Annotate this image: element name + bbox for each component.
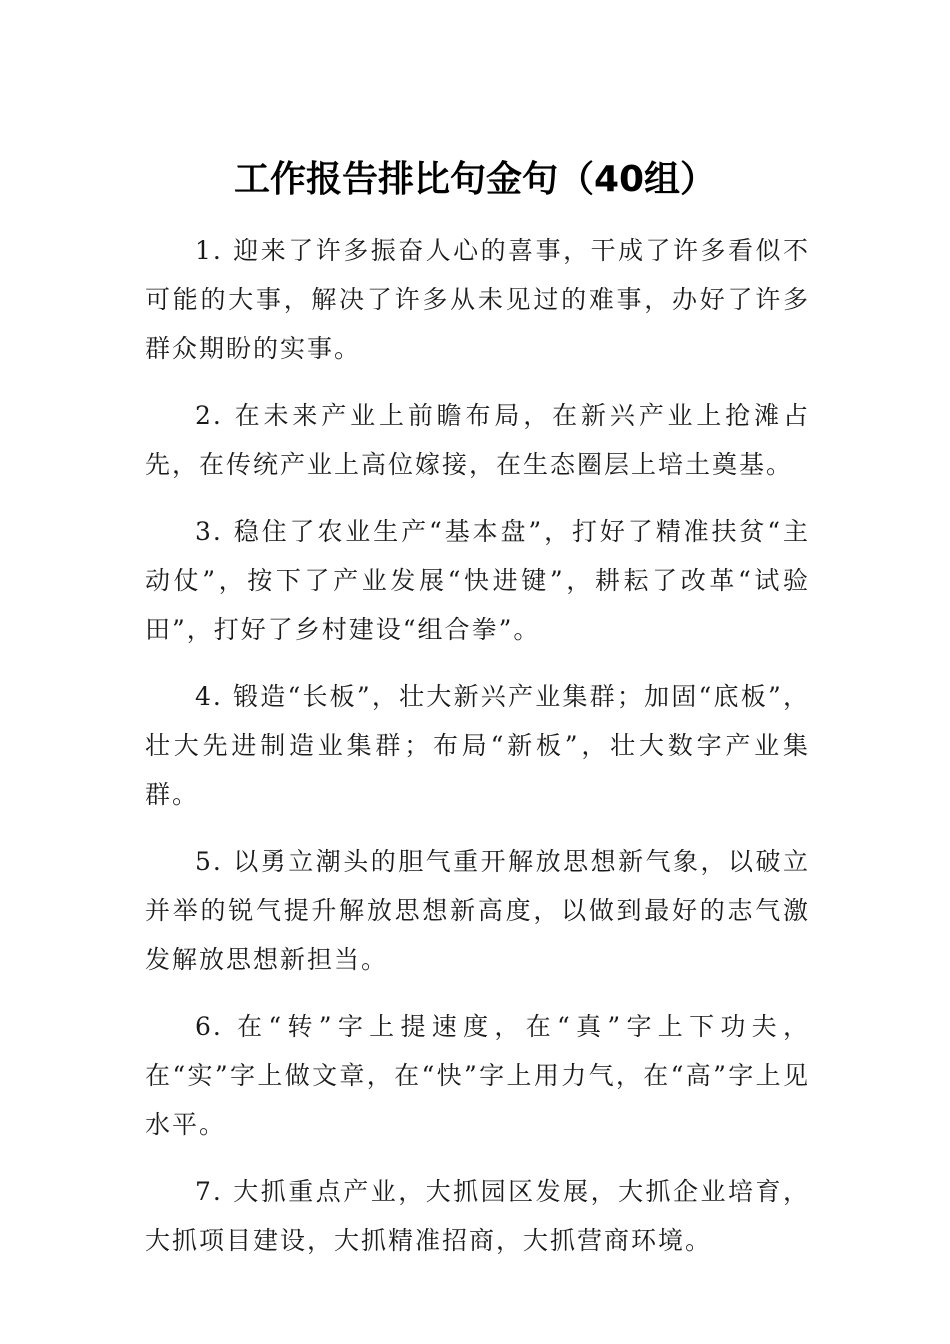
paragraph-3: 3. 稳住了农业生产“基本盘”，打好了精准扶贫“主动仗”，按下了产业发展“快进键”，耕耘了改革“试验田”，打好了乡村建设“组合拳”。 [145, 517, 810, 644]
paragraph-5: 5. 以勇立潮头的胆气重开解放思想新气象，以破立并举的锐气提升解放思想新高度，以做到最好的志气激发解放思想新担当。 [145, 847, 810, 974]
paragraph-6: 6. 在“转”字上提速度，在“真”字上下功夫，在“实”字上做文章，在“快”字上用力气，在“高”字上见水平。 [145, 1012, 810, 1139]
paragraph-4: 4. 锻造“长板”，壮大新兴产业集群；加固“底板”，壮大先进制造业集群；布局“新板”，壮大数字产业集群。 [145, 682, 810, 809]
paragraph-1: 1. 迎来了许多振奋人心的喜事，干成了许多看似不可能的大事，解决了许多从未见过的难事，办好了许多群众期盼的实事。 [145, 236, 810, 363]
paragraph-2: 2. 在未来产业上前瞻布局，在新兴产业上抢滩占先，在传统产业上高位嫁接，在生态圈层上培土奠基。 [145, 401, 810, 479]
document-body [145, 226, 810, 1283]
document-title: 工作报告排比句金句（40组） [233, 159, 717, 200]
paragraph-7: 7. 大抓重点产业，大抓园区发展，大抓企业培育，大抓项目建设，大抓精准招商，大抓营商环境。 [145, 1177, 810, 1255]
